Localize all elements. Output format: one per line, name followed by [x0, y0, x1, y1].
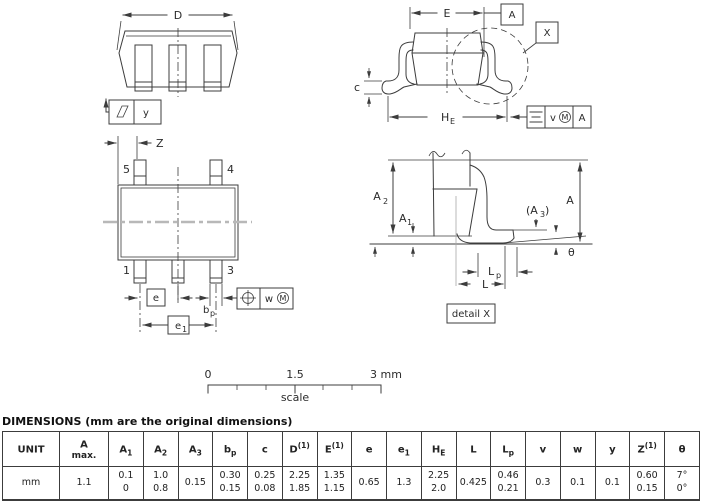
- dim-label-lp-sub: p: [496, 271, 502, 280]
- col-header-bp: $b_p$: [213, 432, 248, 467]
- dim-label-he-sub: E: [450, 117, 456, 126]
- cell-l: 0.425: [456, 467, 491, 501]
- col-header-e: e: [352, 432, 387, 467]
- col-header-l: L: [456, 432, 491, 467]
- dim-label-z: Z: [156, 137, 164, 150]
- table-header-row: [3, 432, 700, 467]
- dim-label-a3-sub: 3: [540, 210, 546, 219]
- col-header-unit: UNIT: [3, 432, 60, 467]
- dim-label-a2: A: [373, 190, 381, 203]
- dim-theta: [504, 226, 586, 259]
- detail-x-callout: [447, 304, 495, 323]
- col-header-theta: θ: [665, 432, 700, 467]
- detail-body-section: [429, 150, 477, 236]
- top-body: [103, 167, 252, 302]
- tol-m-label: M: [561, 113, 569, 122]
- dim-label-a2-sub: 2: [383, 197, 389, 206]
- detail-zone: [452, 22, 558, 104]
- pin-number-3: 3: [227, 264, 234, 277]
- cell-bp: 0.30 0.15: [213, 467, 248, 501]
- cell-e: 0.65: [352, 467, 387, 501]
- dim-label-a1-sub: 1: [407, 218, 413, 227]
- dim-label-a3-close: ): [545, 204, 550, 217]
- dim-a1: [375, 212, 413, 257]
- dim-label-theta: θ: [568, 246, 575, 259]
- pin-number-5: 5: [123, 163, 130, 176]
- cell-e1: 1.3: [387, 467, 422, 501]
- cell-a2: 1.0 0.8: [143, 467, 178, 501]
- detail-x-label: detail X: [451, 309, 491, 320]
- pin-number-1: 1: [123, 264, 130, 277]
- dim-label-e1-sub: 1: [182, 325, 188, 334]
- tolerance-frame-v: [511, 106, 591, 128]
- col-header-he: $H_E$: [421, 432, 456, 467]
- col-header-a-max: A max.: [60, 432, 109, 467]
- datum-a-box: [501, 4, 523, 25]
- dim-label-l: L: [482, 278, 489, 291]
- dim-label-lp: L: [488, 265, 495, 278]
- cell-a-max: 1.1: [60, 467, 109, 501]
- col-header-a3: $A_3$: [178, 432, 213, 467]
- dim-a2: [373, 163, 393, 233]
- cell-y: 0.1: [595, 467, 630, 501]
- col-header-y: y: [595, 432, 630, 467]
- cell-a3: 0.15: [178, 467, 213, 501]
- col-header-d: $D^{(1)}$: [282, 432, 317, 467]
- cell-a1: 0.1 0: [109, 467, 144, 501]
- side-lead-right: [477, 42, 512, 94]
- tol-w-label: w: [264, 294, 274, 305]
- cell-c: 0.25 0.08: [248, 467, 283, 501]
- dim-label-he: H: [441, 111, 450, 124]
- dim-c: [354, 68, 382, 107]
- col-header-a2: $A_2$: [143, 432, 178, 467]
- cell-he: 2.25 2.0: [421, 467, 456, 501]
- pin-number-4: 4: [227, 163, 234, 176]
- scale-bar: [205, 368, 402, 404]
- dim-d: [117, 9, 238, 50]
- cell-w: 0.1: [560, 467, 595, 501]
- dim-label-a1: A: [399, 212, 407, 225]
- dimensions-title: DIMENSIONS (mm are the original dimensions): [2, 415, 293, 428]
- scale-tick-0: 0: [204, 368, 212, 381]
- cell-theta: 7° 0°: [665, 467, 700, 501]
- cell-unit: mm: [3, 467, 60, 501]
- front-view: [106, 9, 238, 124]
- dim-label-e1: e: [175, 321, 182, 332]
- tol-ref-label: A: [578, 113, 586, 124]
- dim-label-c: c: [353, 81, 361, 94]
- top-view: [103, 136, 293, 334]
- scale-label: scale: [280, 391, 310, 404]
- col-header-lp: $L_p$: [491, 432, 526, 467]
- dimensions-table: [2, 431, 700, 501]
- datum-y-frame: [106, 99, 161, 124]
- tolerance-frame-w: [224, 288, 293, 309]
- cell-e-cap: 1.35 1.15: [317, 467, 352, 501]
- dim-he: [388, 96, 507, 126]
- datum-a-label: A: [508, 10, 516, 21]
- dim-label-d: D: [173, 9, 183, 22]
- dim-label-a3-open: (A: [526, 204, 538, 217]
- tol-m-label: M: [279, 294, 287, 303]
- cell-lp: 0.46 0.21: [491, 467, 526, 501]
- detail-zone-circle: [452, 28, 528, 104]
- symmetry-icon: [530, 112, 542, 122]
- cell-v: 0.3: [526, 467, 561, 501]
- flatness-icon: [117, 106, 128, 117]
- datum-y-label: y: [143, 108, 149, 119]
- scale-tick-end: 3 mm: [370, 368, 402, 381]
- col-header-c: c: [248, 432, 283, 467]
- front-body: [119, 28, 237, 97]
- dim-label-e-cap: E: [443, 7, 451, 20]
- detail-marker-label: X: [543, 28, 551, 39]
- dim-label-e: e: [152, 293, 160, 304]
- col-header-w: w: [560, 432, 595, 467]
- col-header-a1: $A_1$: [109, 432, 144, 467]
- position-icon: [240, 290, 256, 306]
- col-header-z: $Z^{(1)}$: [630, 432, 665, 467]
- side-body: [412, 28, 483, 95]
- cell-d: 2.25 1.85: [282, 467, 317, 501]
- dim-label-bp: b: [203, 305, 210, 316]
- dim-bp: [196, 284, 222, 318]
- dim-lp: [463, 247, 532, 280]
- col-header-e-cap: $E^{(1)}$: [317, 432, 352, 467]
- detail-x-view: [370, 150, 592, 323]
- side-lead-left: [382, 42, 417, 94]
- dim-a: [566, 163, 580, 241]
- cell-z: 0.60 0.15: [630, 467, 665, 501]
- table-value-row: [3, 467, 700, 501]
- scale-tick-mid: 1.5: [286, 368, 304, 381]
- side-view: [354, 4, 591, 128]
- dim-label-a: A: [566, 194, 574, 207]
- dim-label-bp-sub: p: [210, 309, 216, 318]
- col-header-e1: $e_1$: [387, 432, 422, 467]
- col-header-v: v: [526, 432, 561, 467]
- dim-e-cap: [410, 7, 501, 57]
- tol-v-label: v: [550, 113, 556, 124]
- dim-l: [459, 246, 505, 291]
- dim-a3: [513, 204, 549, 230]
